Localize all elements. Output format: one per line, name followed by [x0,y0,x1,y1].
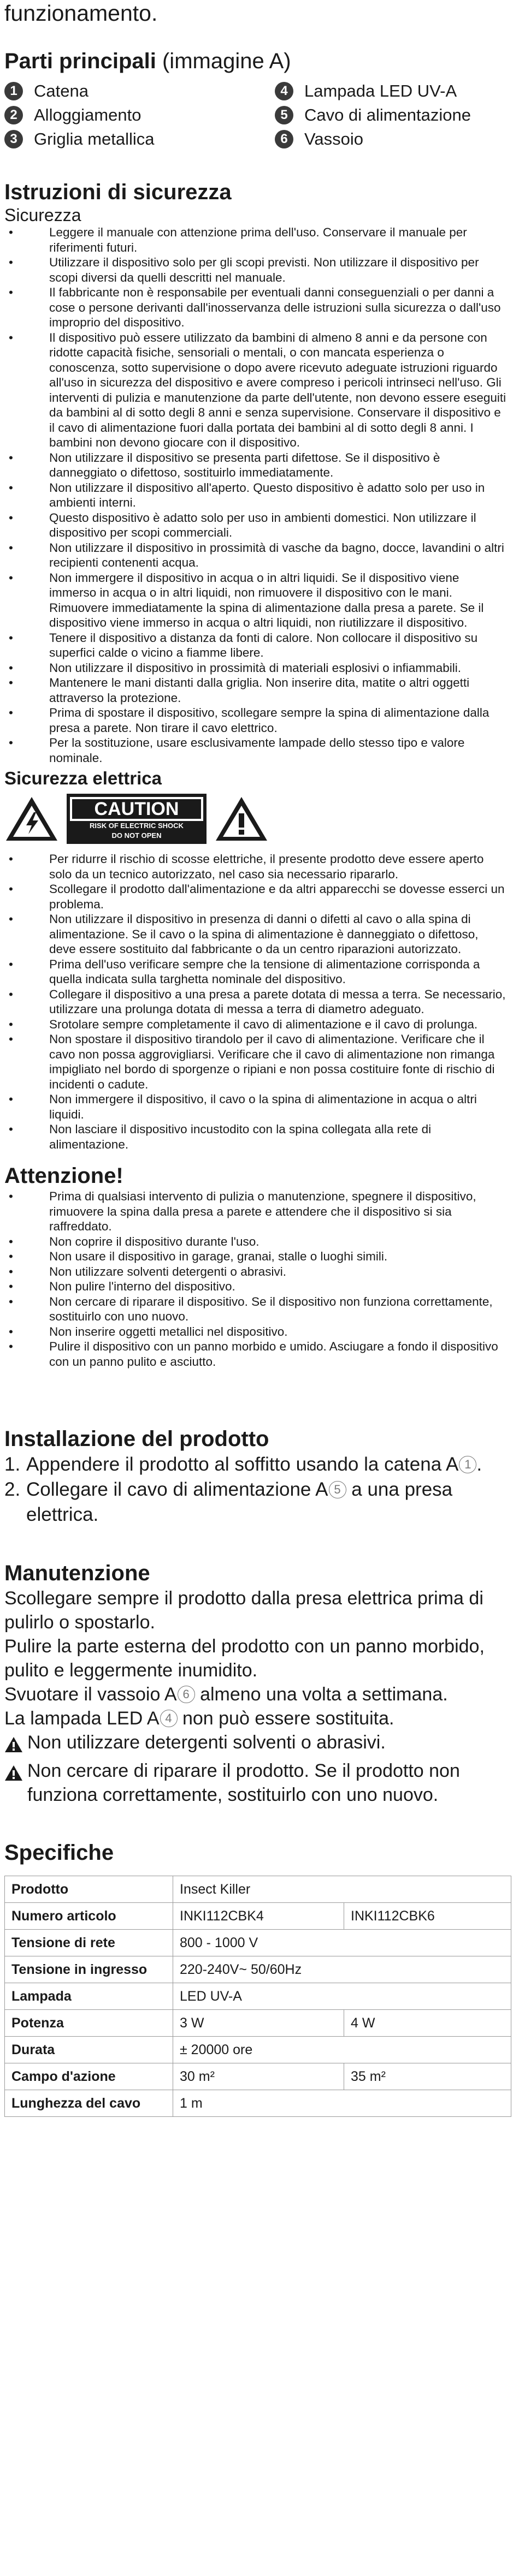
safety-list-item: • Utilizzare il dispositivo solo per gli scopi previsti. Non utilizzare il dispositivo per scopi diversi da quelli descritti nel manuale. [4,255,508,285]
safety-list-item: • Non utilizzare il dispositivo all'aperto. Questo dispositivo è adatto solo per uso in ambienti interni. [4,480,508,510]
maintenance-paragraph [4,1706,512,1730]
spec-key: Tensione in ingresso [5,1956,173,1983]
safety-list-item: • Non utilizzare il dispositivo se presenta parti difettose. Se il dispositivo è danneggiato o difettoso, sostituirlo immediatamente. [4,450,508,480]
spec-value: 1 m [173,2090,511,2117]
reference-number: 1 [459,1456,476,1473]
attention-list-item: • Non pulire l'interno del dispositivo. [4,1279,508,1294]
part-item [4,104,258,127]
electrical-list [4,852,512,1152]
safety-subheading: Sicurezza [4,205,81,225]
step-text [26,1477,463,1527]
table-row [5,1876,511,1903]
maintenance-warning [4,1759,512,1807]
table-row [5,2090,511,2117]
safety-list-item: • Non utilizzare il dispositivo in prossimità di materiali esplosivi o infiammabili. [4,661,508,676]
attention-list-item: • Prima di qualsiasi intervento di pulizia o manutenzione, spegnere il dispositivo, rimuovere la spina dalla presa a parete e attendere che il dispositivo si sia raffreddato. [4,1189,508,1234]
spec-value: 3 W [173,2010,344,2037]
attention-list [4,1189,512,1369]
maintenance-text: almeno una volta a settimana. [194,1684,448,1705]
part-item [258,104,512,127]
maintenance-heading: Manutenzione [4,1561,150,1585]
step-text-main: Appendere il prodotto al soffitto usando la catena A [26,1454,459,1475]
spec-value: INKI112CBK4 [173,1903,344,1930]
table-row [5,2010,511,2037]
install-step [4,1477,512,1527]
part-item [258,128,512,151]
reference-number: 5 [329,1481,346,1498]
safety-list-item: • Leggere il manuale con attenzione prima dell'uso. Conservare il manuale per riferimenti futuri. [4,225,508,255]
electrical-list-item: • Prima dell'uso verificare sempre che la tensione di alimentazione corrisponda a quella indicata sulla targhetta nominale del dispositivo. [4,957,508,987]
spec-value: 35 m² [344,2063,511,2090]
part-number-badge: 1 [4,82,23,100]
attention-list-item: • Non utilizzare solventi detergenti o abrasivi. [4,1264,508,1280]
table-row [5,1983,511,2010]
spec-value: 800 - 1000 V [173,1930,511,1956]
spec-key: Campo d'azione [5,2063,173,2090]
spec-value: ± 20000 ore [173,2037,511,2063]
spec-value: 30 m² [173,2063,344,2090]
spec-value: Insect Killer [173,1876,511,1903]
electrical-list-item: • Non utilizzare il dispositivo in presenza di danni o difetti al cavo o alla spina di alimentazione. Se il cavo o la spina di alimentazione è danneggiato o difettoso, deve essere sostituito dal fabbricante o da un centro riparazioni autorizzato. [4,912,508,957]
maintenance-paragraph: Scollegare sempre il prodotto dalla presa elettrica prima di pulirlo o spostarlo. [4,1588,483,1633]
maintenance-paragraph: Pulire la parte esterna del prodotto con un panno morbido, pulito e leggermente inumidito. [4,1636,485,1681]
caution-line-1: RISK OF ELECTRIC SHOCK [70,821,203,831]
caution-label [67,794,207,844]
part-item [4,80,258,103]
parts-heading [4,48,512,74]
spec-key: Lampada [5,1983,173,2010]
part-label: Vassoio [304,129,363,148]
part-label: Lampada LED UV-A [304,81,457,100]
attention-list-item: • Non inserire oggetti metallici nel dispositivo. [4,1324,508,1340]
reference-number: 6 [178,1686,195,1703]
safety-list-item: • Tenere il dispositivo a distanza da fonti di calore. Non collocare il dispositivo su superfici calde o vicino a fiamme libere. [4,630,508,661]
spec-value: INKI112CBK6 [344,1903,511,1930]
step-text-main: Collegare il cavo di alimentazione A [26,1479,328,1500]
safety-list-item: • Il fabbricante non è responsabile per eventuali danni conseguenziali o per danni a cose o persone derivanti dall'inosservanza delle istruzioni sulla sicurezza o dall'uso improprio del dispositivo. [4,285,508,330]
part-number-badge: 4 [275,82,293,100]
warning-icon [4,1730,27,1759]
electrical-heading: Sicurezza elettrica [4,768,162,788]
spec-value: 220-240V~ 50/60Hz [173,1956,511,1983]
parts-list [4,80,512,151]
part-label: Cavo di alimentazione [304,105,471,124]
lead-text: funzionamento. [4,1,158,26]
install-step [4,1452,512,1477]
part-label: Alloggiamento [34,105,141,124]
warning-icon [4,1759,27,1807]
safety-list-item: • Il dispositivo può essere utilizzato da bambini di almeno 8 anni e da persone con ridotte capacità fisiche, sensoriali o mentali, o con mancata esperienza o conoscenza, sotto supervisione o dopo avere ricevuto adeguate istruzioni riguardo all'uso in sicurezza del dispositivo e avere compreso i pericoli intrinseci nell'uso. Gli interventi di pulizia e manutenzione da parte dell'utente, non devono essere eseguiti da bambini al di sotto degli 8 anni e senza supervisione. Conservare il dispositivo e il cavo di alimentazione fuori dalla portata dei bambini al di sotto degli 8 anni. I bambini non devono giocare con il dispositivo. [4,330,508,450]
electrical-list-item: • Collegare il dispositivo a una presa a parete dotata di messa a terra. Se necessario, utilizzare una prolunga dotata di messa a terra di diametro adeguato. [4,987,508,1017]
spec-key: Prodotto [5,1876,173,1903]
attention-list-item: • Non coprire il dispositivo durante l'uso. [4,1234,508,1250]
spec-table [4,1876,511,2117]
part-label: Griglia metallica [34,129,155,148]
step-number: 2. [4,1479,21,1500]
safety-list-item: • Prima di spostare il dispositivo, scollegare sempre la spina di alimentazione dalla presa a parete. Non tirare il cavo elettrico. [4,705,508,735]
step-text-end: . [476,1454,482,1475]
table-row [5,2037,511,2063]
electrical-list-item: • Srotolare sempre completamente il cavo di alimentazione e il cavo di prolunga. [4,1017,508,1032]
safety-list-item: • Per la sostituzione, usare esclusivamente lampade dello stesso tipo e valore nominale. [4,735,508,765]
spec-value: 4 W [344,2010,511,2037]
spec-key: Potenza [5,2010,173,2037]
part-number-badge: 6 [275,130,293,148]
part-item [4,128,258,151]
safety-list-item: • Questo dispositivo è adatto solo per uso in ambienti domestici. Non utilizzare il dispositivo per scopi commerciali. [4,510,508,540]
warning-text: Non utilizzare detergenti solventi o abrasivi. [27,1732,386,1753]
table-row [5,1930,511,1956]
safety-list-item: • Non immergere il dispositivo in acqua o in altri liquidi. Se il dispositivo viene immerso in acqua o in altri liquidi, non rimuovere il dispositivo con le mani. Rimuovere immediatamente la spina di alimentazione dalla presa a parete. Se il dispositivo viene immerso in acqua o altri liquidi, non riutilizzare il dispositivo. [4,570,508,630]
part-label: Catena [34,81,89,100]
part-number-badge: 2 [4,106,23,124]
spec-key: Lunghezza del cavo [5,2090,173,2117]
maintenance-text: non può essere sostituita. [177,1708,394,1729]
spec-key: Durata [5,2037,173,2063]
table-row [5,2063,511,2090]
reference-number: 4 [160,1710,178,1727]
spec-key: Tensione di rete [5,1930,173,1956]
part-number-badge: 5 [275,106,293,124]
electrical-list-item: • Scollegare il prodotto dall'alimentazione e da altri apparecchi se dovesse esserci un problema. [4,882,508,912]
attention-heading: Attenzione! [4,1164,123,1188]
install-heading: Installazione del prodotto [4,1427,269,1451]
exclamation-warning-icon [214,795,269,843]
step-text-end: a una presa elettrica. [26,1479,453,1525]
part-number-badge: 3 [4,130,23,148]
attention-list-item: • Pulire il dispositivo con un panno morbido e umido. Asciugare a fondo il dispositivo con un panno pulito e asciutto. [4,1339,508,1369]
electrical-list-item: • Non lasciare il dispositivo incustodito con la spina collegata alla rete di alimentazione. [4,1122,508,1152]
electrical-list-item: • Non immergere il dispositivo, il cavo o la spina di alimentazione in acqua o altri liquidi. [4,1092,508,1122]
electrical-list-item: • Per ridurre il rischio di scosse elettriche, il presente prodotto deve essere aperto solo da un tecnico autorizzato, nel caso sia necessario ripararlo. [4,852,508,882]
warning-text: Non cercare di riparare il prodotto. Se il prodotto non funziona correttamente, sostituirlo con uno nuovo. [27,1760,460,1805]
attention-list-item: • Non cercare di riparare il dispositivo. Se il dispositivo non funziona correttamente, sostituirlo con uno nuovo. [4,1294,508,1324]
safety-list [4,225,512,765]
caution-row [4,794,512,844]
table-row [5,1956,511,1983]
safety-list-item: • Mantenere le mani distanti dalla griglia. Non inserire dita, matite o altri oggetti attraverso la protezione. [4,675,508,705]
maintenance-warning [4,1730,512,1759]
step-number: 1. [4,1454,21,1475]
maintenance-paragraph [4,1682,512,1706]
spec-heading: Specifiche [4,1841,114,1865]
step-text [26,1452,482,1477]
maintenance-text: Svuotare il vassoio A [4,1684,177,1705]
parts-heading-bold: Parti principali [4,49,156,73]
electrical-list-item: • Non spostare il dispositivo tirandolo per il cavo di alimentazione. Verificare che il cavo non possa aggrovigliarsi. Verificare che il cavo di alimentazione non rimanga impigliato nel bordo di sporgenze o ripiani e non possa costituire fonte di rischio di incidenti o cadute. [4,1032,508,1092]
part-item [258,80,512,103]
spec-key: Numero articolo [5,1903,173,1930]
attention-list-item: • Non usare il dispositivo in garage, granai, stalle o luoghi simili. [4,1249,508,1264]
safety-list-item: • Non utilizzare il dispositivo in prossimità di vasche da bagno, docce, lavandini o altri recipienti contenenti acqua. [4,540,508,570]
install-steps [4,1452,512,1527]
safety-heading: Istruzioni di sicurezza [4,180,232,204]
table-row [5,1903,511,1930]
caution-line-2: DO NOT OPEN [70,831,203,841]
caution-title: CAUTION [70,797,203,821]
electric-shock-warning-icon [4,795,59,843]
maintenance-text: La lampada LED A [4,1708,160,1729]
parts-heading-light: (immagine A) [162,49,291,73]
spec-value: LED UV-A [173,1983,511,2010]
